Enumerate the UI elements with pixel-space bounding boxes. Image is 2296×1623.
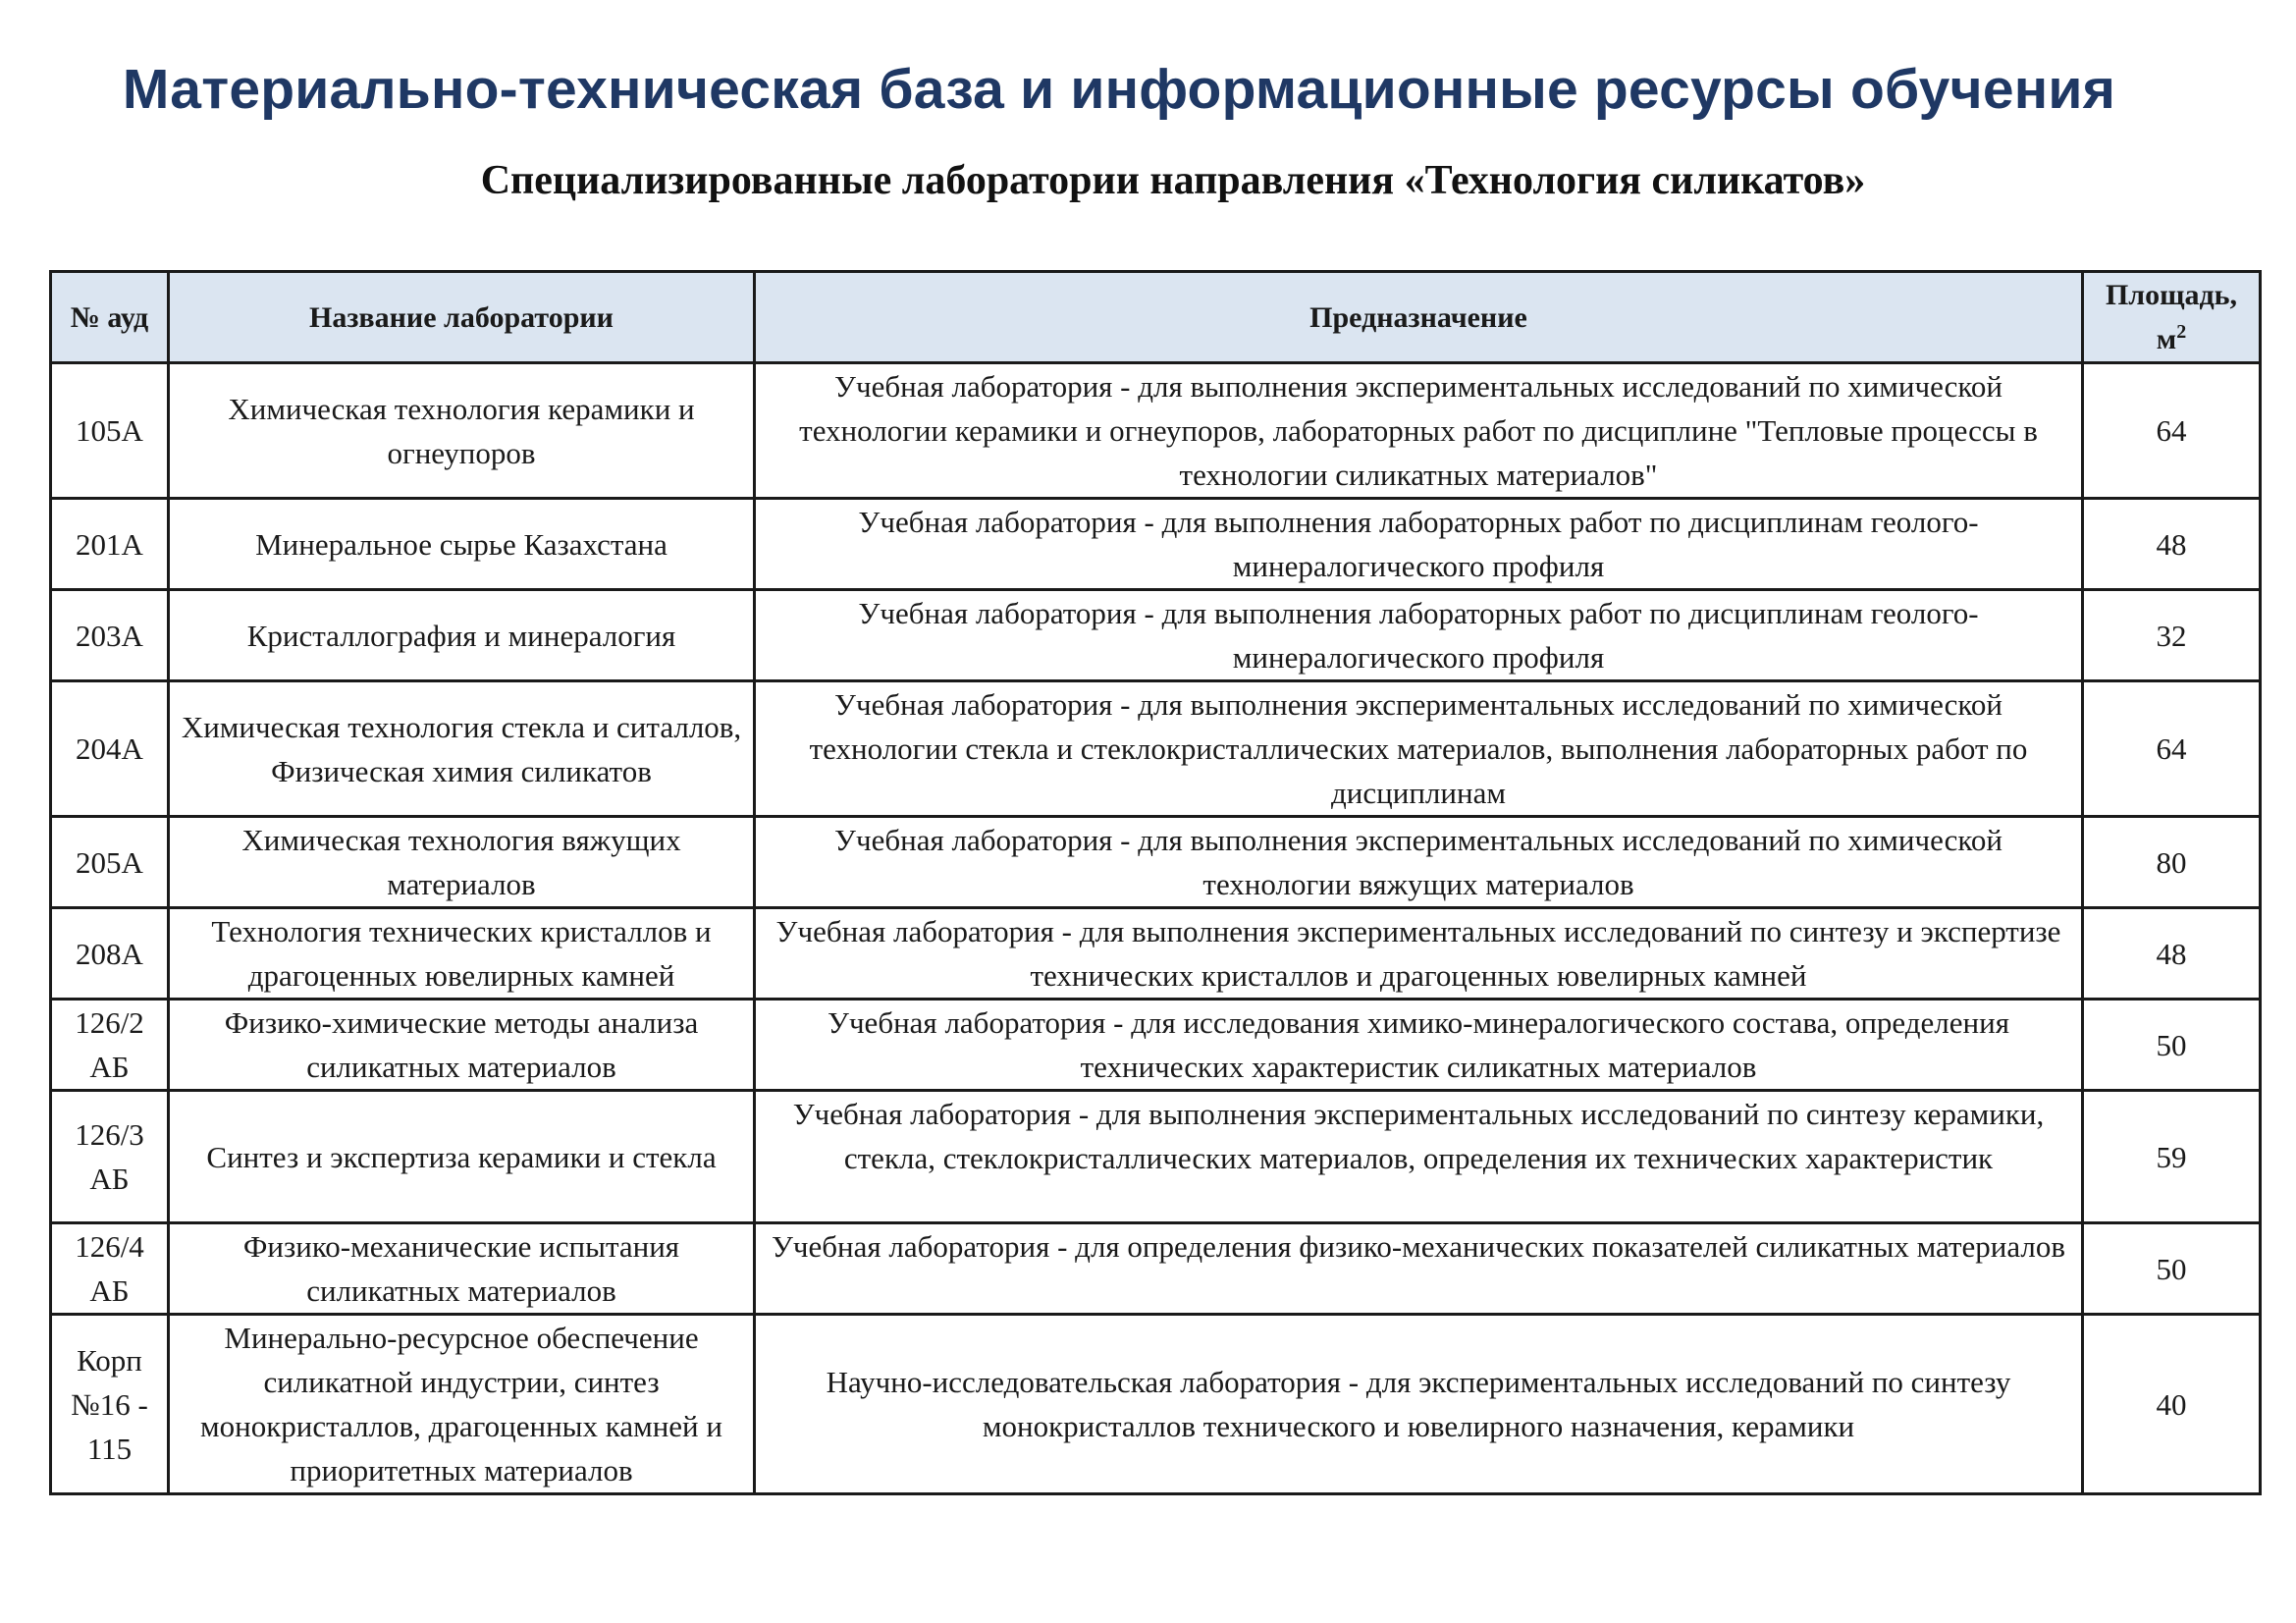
area-cell: 50 [2083, 1000, 2261, 1091]
area-cell: 48 [2083, 499, 2261, 590]
lab-name-cell: Минерально-ресурсное обеспечение силикатной индустрии, синтез монокристаллов, драгоценных камней и приоритетных материалов [169, 1315, 755, 1494]
lab-name-cell: Кристаллография и минералогия [169, 590, 755, 681]
area-cell: 64 [2083, 681, 2261, 817]
lab-name-cell: Технология технических кристаллов и драгоценных ювелирных камней [169, 908, 755, 1000]
table-row [51, 1315, 2261, 1494]
table-row [51, 363, 2261, 499]
area-cell: 32 [2083, 590, 2261, 681]
purpose-cell: Учебная лаборатория - для выполнения лабораторных работ по дисциплинам геолого-минералогического профиля [755, 499, 2083, 590]
lab-name-cell: Синтез и экспертиза керамики и стекла [169, 1091, 755, 1223]
room-cell: 203А [51, 590, 169, 681]
column-header-name: Название лаборатории [169, 272, 755, 363]
purpose-cell: Учебная лаборатория - для выполнения экспериментальных исследований по синтезу и экспертизе технических кристаллов и драгоценных ювелирных камней [755, 908, 2083, 1000]
table-row [51, 1091, 2261, 1223]
purpose-cell: Учебная лаборатория - для определения физико-механических показателей силикатных материалов [755, 1223, 2083, 1315]
column-header-area-label: Площадь, м [2105, 279, 2238, 355]
purpose-cell: Учебная лаборатория - для выполнения экспериментальных исследований по химической технологии стекла и стеклокристаллических материалов, выполнения лабораторных работ по дисциплинам [755, 681, 2083, 817]
column-header-room: № ауд [51, 272, 169, 363]
purpose-cell: Учебная лаборатория - для выполнения экспериментальных исследований по химической технологии вяжущих материалов [755, 817, 2083, 908]
table-row [51, 1223, 2261, 1315]
column-header-purpose: Предназначение [755, 272, 2083, 363]
area-cell: 50 [2083, 1223, 2261, 1315]
purpose-cell: Учебная лаборатория - для выполнения экспериментальных исследований по химической технологии керамики и огнеупоров, лабораторных работ по дисциплине "Тепловые процессы в технологии силикатных материалов" [755, 363, 2083, 499]
lab-name-cell: Химическая технология вяжущих материалов [169, 817, 755, 908]
room-cell: 201А [51, 499, 169, 590]
lab-name-cell: Минеральное сырье Казахстана [169, 499, 755, 590]
purpose-cell: Учебная лаборатория - для выполнения экспериментальных исследований по синтезу керамики, стекла, стеклокристаллических материалов, определения их технических характеристик [755, 1091, 2083, 1223]
area-cell: 59 [2083, 1091, 2261, 1223]
room-cell: 126/3 АБ [51, 1091, 169, 1223]
lab-name-cell: Химическая технология стекла и ситаллов, Физическая химия силикатов [169, 681, 755, 817]
page-title: Материально-техническая база и информационные ресурсы обучения [122, 58, 2116, 121]
room-cell: 204А [51, 681, 169, 817]
table-row [51, 499, 2261, 590]
room-cell: 205А [51, 817, 169, 908]
column-header-area-unit-exponent: 2 [2176, 321, 2187, 343]
column-header-area [2083, 272, 2261, 363]
room-cell: 126/4 АБ [51, 1223, 169, 1315]
lab-name-cell: Физико-химические методы анализа силикатных материалов [169, 1000, 755, 1091]
purpose-cell: Научно-исследовательская лаборатория - для экспериментальных исследований по синтезу монокристаллов технического и ювелирного назначения, керамики [755, 1315, 2083, 1494]
area-cell: 64 [2083, 363, 2261, 499]
area-cell: 40 [2083, 1315, 2261, 1494]
table-row [51, 590, 2261, 681]
purpose-cell: Учебная лаборатория - для выполнения лабораторных работ по дисциплинам геолого-минералогического профиля [755, 590, 2083, 681]
area-cell: 80 [2083, 817, 2261, 908]
lab-name-cell: Физико-механические испытания силикатных материалов [169, 1223, 755, 1315]
room-cell: Корп №16 - 115 [51, 1315, 169, 1494]
page-subtitle: Специализированные лаборатории направления «Технология силикатов» [480, 158, 1866, 203]
table-header-row [51, 272, 2261, 363]
table-row [51, 1000, 2261, 1091]
lab-name-cell: Химическая технология керамики и огнеупоров [169, 363, 755, 499]
room-cell: 126/2 АБ [51, 1000, 169, 1091]
table-row [51, 681, 2261, 817]
purpose-cell: Учебная лаборатория - для исследования химико-минералогического состава, определения технических характеристик силикатных материалов [755, 1000, 2083, 1091]
table-row [51, 908, 2261, 1000]
area-cell: 48 [2083, 908, 2261, 1000]
room-cell: 208А [51, 908, 169, 1000]
room-cell: 105А [51, 363, 169, 499]
laboratories-table [49, 270, 2262, 1495]
table-row [51, 817, 2261, 908]
